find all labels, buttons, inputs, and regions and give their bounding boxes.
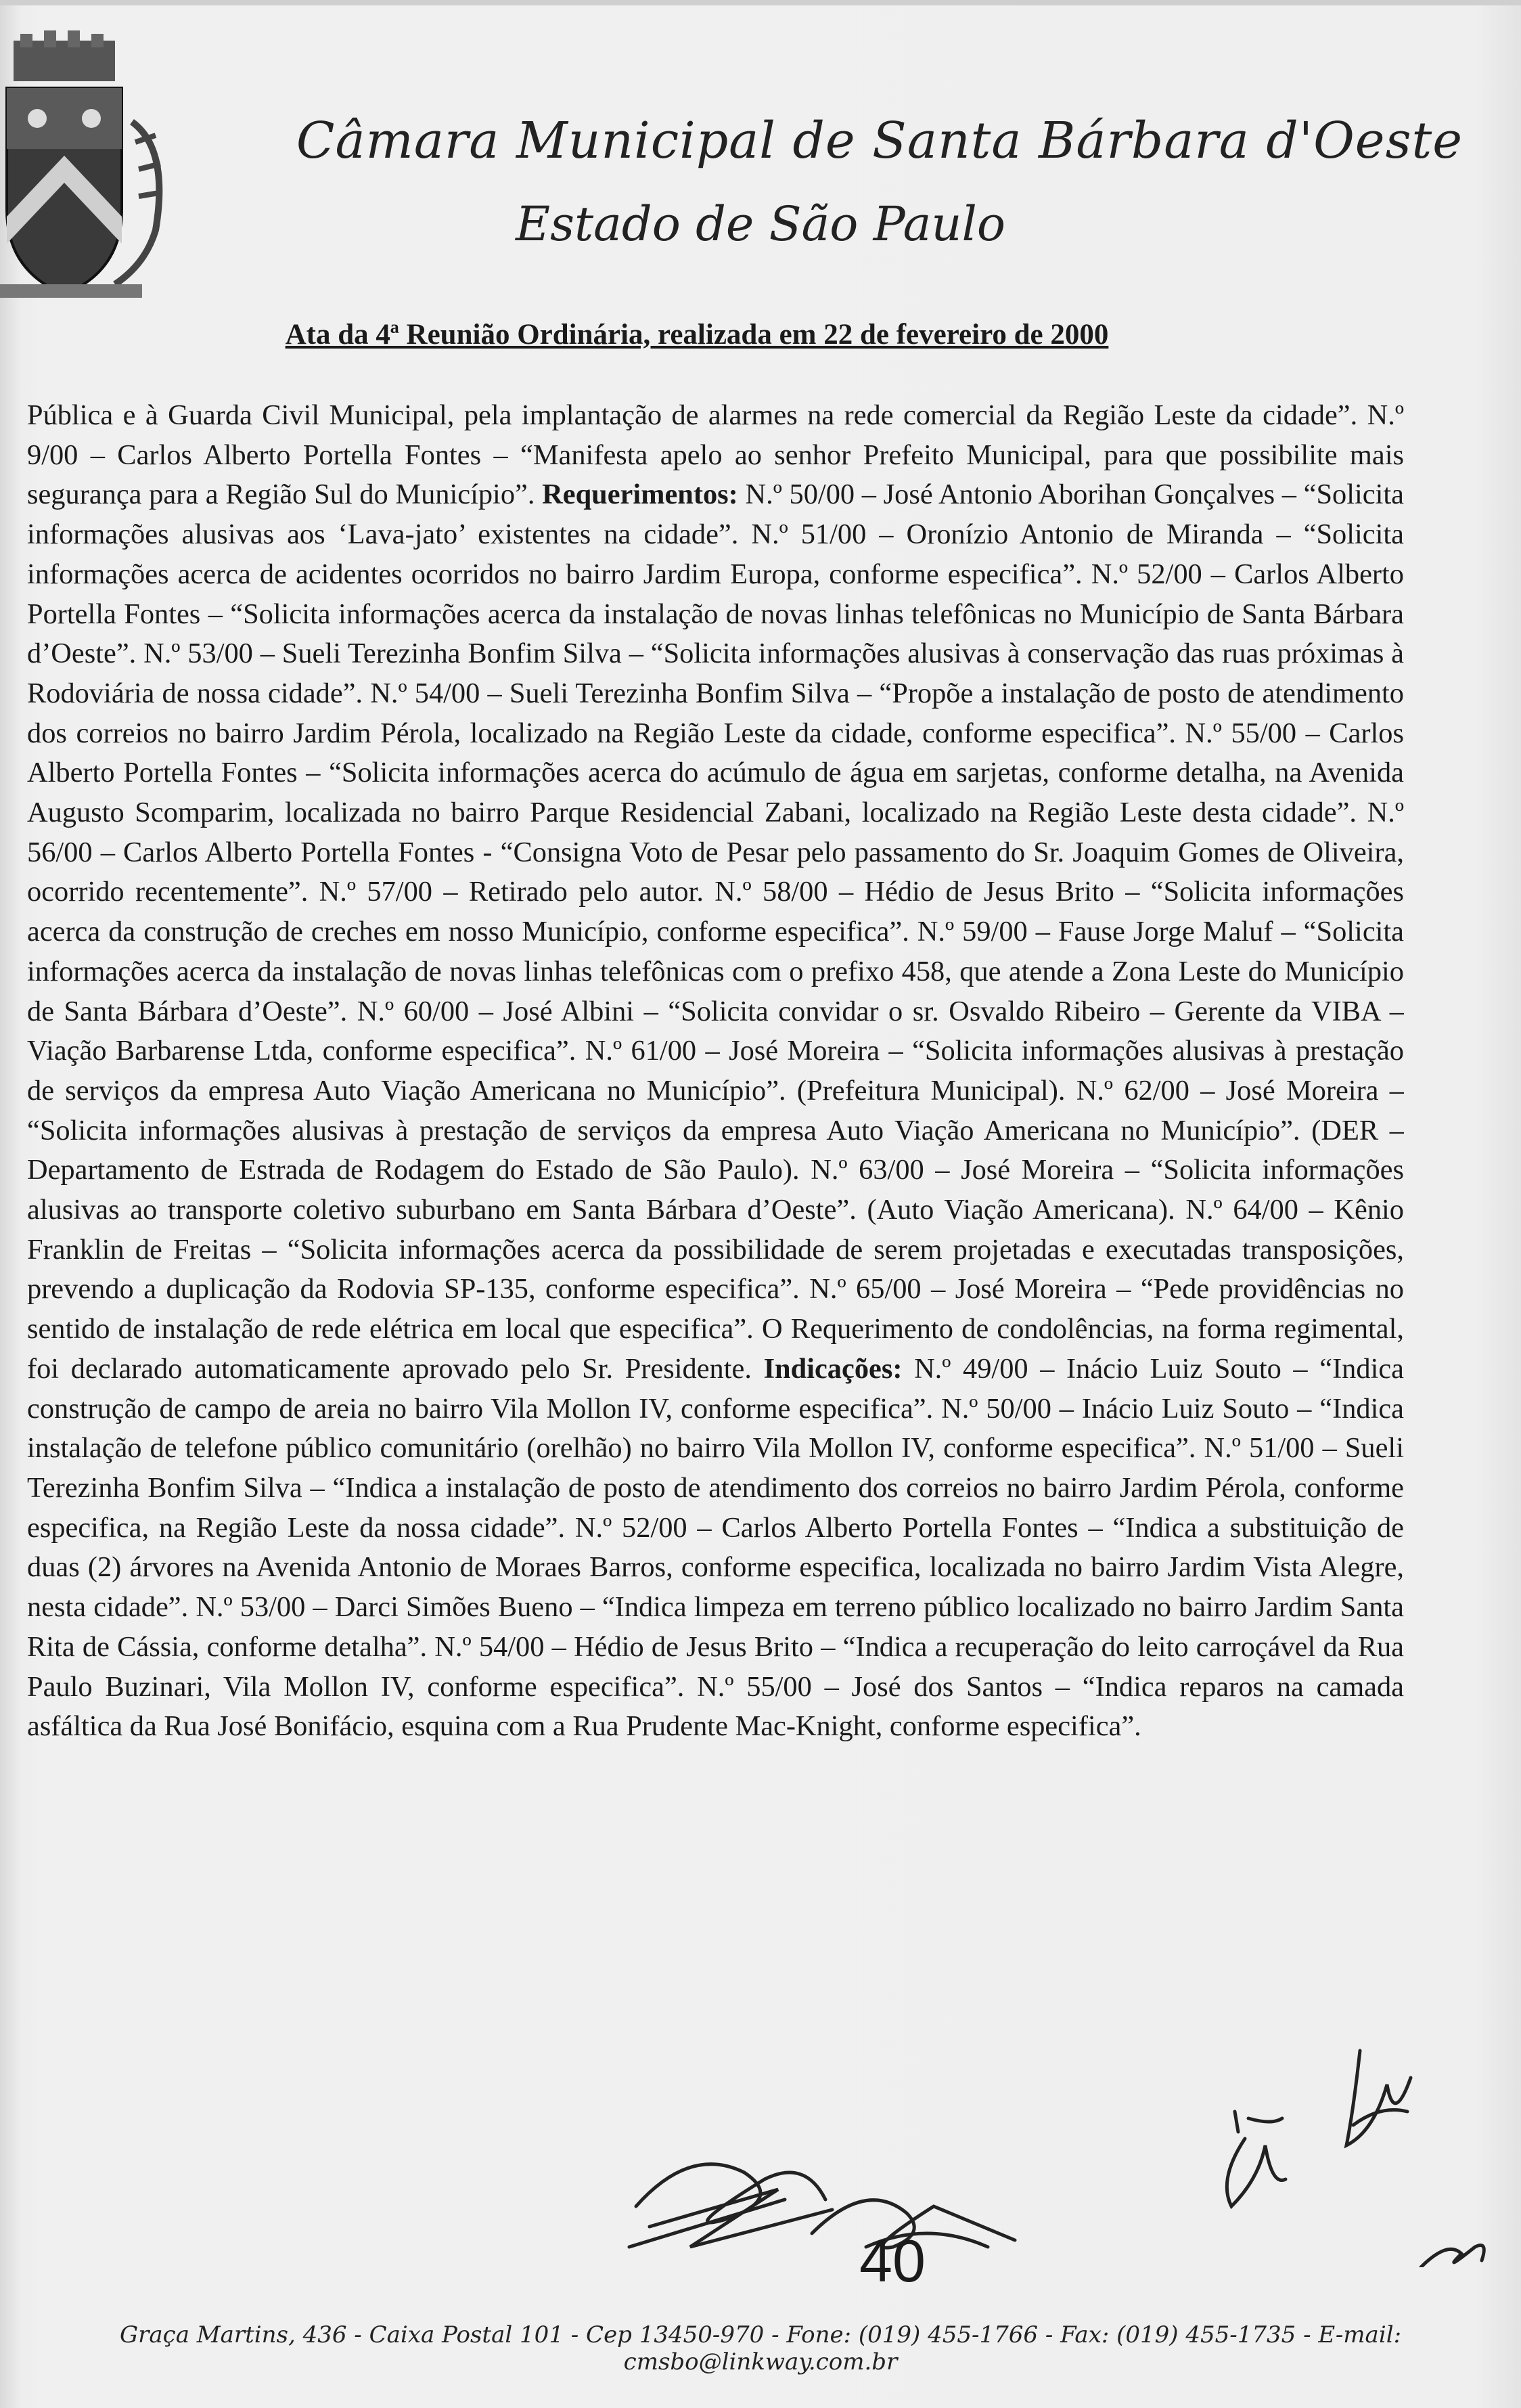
- indicacoes-heading: Indicações:: [763, 1352, 903, 1385]
- body-text-part-2: N.º 50/00 – José Antonio Aborihan Gonçalves – “Solicita informações alusivas aos ‘Lava-jato’ existentes na cidade”. N.º 51/00 – Oronízio Antonio de Miranda – “Solicita informações acerca de acidentes ocorridos no bairro Jardim Europa, conforme especifica”. N.º 52/00 – Carlos Alberto Portella Fontes – “Solicita informações acerca da instalação de novas linhas telefônicas no Município de Santa Bárbara d’Oeste”. N.º 53/00 – Sueli Terezinha Bonfim Silva – “Solicita informações alusivas à conservação das ruas próximas à Rodoviária de nossa cidade”. N.º 54/00 – Sueli Terezinha Bonfim Silva – “Propõe a instalação de posto de atendimento dos correios no bairro Jardim Pérola, localizado na Região Leste da cidade, conforme especifica”. N.º 55/00 – Carlos Alberto Portella Fontes – “Solicita informações acerca do acúmulo de água em sarjetas, conforme detalha, na Avenida Augusto Scomparim, localizada no bairro Parque Residencial Zabani, localizado na Região Leste desta cidade”. N.º 56/00 – Carlos Alberto Portella Fontes - “Consigna Voto de Pesar pelo passamento do Sr. Joaquim Gomes de Oliveira, ocorrido recentemente”. N.º 57/00 – Retirado pelo autor. N.º 58/00 – Hédio de Jesus Brito – “Solicita informações acerca da construção de creches em nosso Município, conforme especifica”. N.º 59/00 – Fause Jorge Maluf – “Solicita informações acerca da instalação de novas linhas telefônicas com o prefixo 458, que atende a Zona Leste do Município de Santa Bárbara d’Oeste”. N.º 60/00 – José Albini – “Solicita convidar o sr. Osvaldo Ribeiro – Gerente da VIBA – Viação Barbarense Ltda, conforme especifica”. N.º 61/00 – José Moreira – “Solicita informações alusivas à prestação de serviços da empresa Auto Viação Americana no Município”. (Prefeitura Municipal). N.º 62/00 – José Moreira – “Solicita informações alusivas à prestação de serviços da empresa Auto Viação Americana no Município”. (DER – Departamento de Estrada de Rodagem do Estado de São Paulo). N.º 63/00 – José Moreira – “Solicita informações alusivas ao transporte coletivo suburbano em Santa Bárbara d’Oeste”. (Auto Viação Americana). N.º 64/00 – Kênio Franklin de Freitas – “Solicita informações acerca da possibilidade de serem projetadas e executadas transposições, prevendo a duplicação da Rodovia SP-135, conforme especifica”. N.º 65/00 – José Moreira – “Pede providências no sentido de instalação de rede elétrica em local que especifica”. O Requerimento de condolências, na forma regimental, foi declarado automaticamente aprovado pelo Sr. Presidente.: [27, 478, 1404, 1385]
- header-chamber-name: Câmara Municipal de Santa Bárbara d'Oeste: [296, 112, 1463, 170]
- page-number: 40: [859, 2227, 926, 2294]
- requerimentos-heading: Requerimentos:: [542, 478, 738, 511]
- body-text-part-1: Pública e à Guarda Civil Municipal, pela implantação de alarmes na rede comercial da Região Leste da cidade”. N.º 9/00 – Carlos Alberto Portella Fontes – “Manifesta apelo ao senhor Prefeito Municipal, para que possibilite mais segurança para a Região Sul do Município”.: [27, 399, 1404, 511]
- body-text-part-3: N.º 49/00 – Inácio Luiz Souto – “Indica construção de campo de areia no bairro Vila Mollon IV, conforme especifica”. N.º 50/00 – Inácio Luiz Souto – “Indica instalação de telefone público comunitário (orelhão) no bairro Vila Mollon IV, conforme especifica”. N.º 51/00 – Sueli Terezinha Bonfim Silva – “Indica a instalação de posto de atendimento dos correios no bairro Jardim Pérola, conforme especifica, na Região Leste da nossa cidade”. N.º 52/00 – Carlos Alberto Portella Fontes – “Indica a substituição de duas (2) árvores na Avenida Antonio de Moraes Barros, conforme especifica, localizada no bairro Jardim Vista Alegre, nesta cidade”. N.º 53/00 – Darci Simões Bueno – “Indica limpeza em terreno público localizado no bairro Jardim Santa Rita de Cássia, conforme detalha”. N.º 54/00 – Hédio de Jesus Brito – “Indica a recuperação do leito carroçável da Rua Paulo Buzinari, Vila Mollon IV, conforme especifica”. N.º 55/00 – José dos Santos – “Indica reparos na camada asfáltica da Rua José Bonifácio, esquina com a Rua Prudente Mac-Knight, conforme especifica”.: [27, 1352, 1404, 1743]
- footer-address: Graça Martins, 436 - Caixa Postal 101 - Cep 13450-970 - Fone: (019) 455-1766 - Fax: (019) 455-1735 - E-mail: cmsbo@linkway.com.br: [119, 2321, 1402, 2376]
- page-top-edge: [0, 0, 1521, 5]
- municipal-crest-icon: [0, 27, 189, 305]
- header-state-name: Estado de São Paulo: [516, 196, 1005, 252]
- handwritten-signatures-icon: [609, 2044, 1489, 2267]
- minutes-body: [27, 396, 1404, 2013]
- minutes-paragraph: [27, 396, 1404, 1747]
- page-title: Ata da 4ª Reunião Ordinária, realizada em 22 de fevereiro de 2000: [285, 319, 1109, 351]
